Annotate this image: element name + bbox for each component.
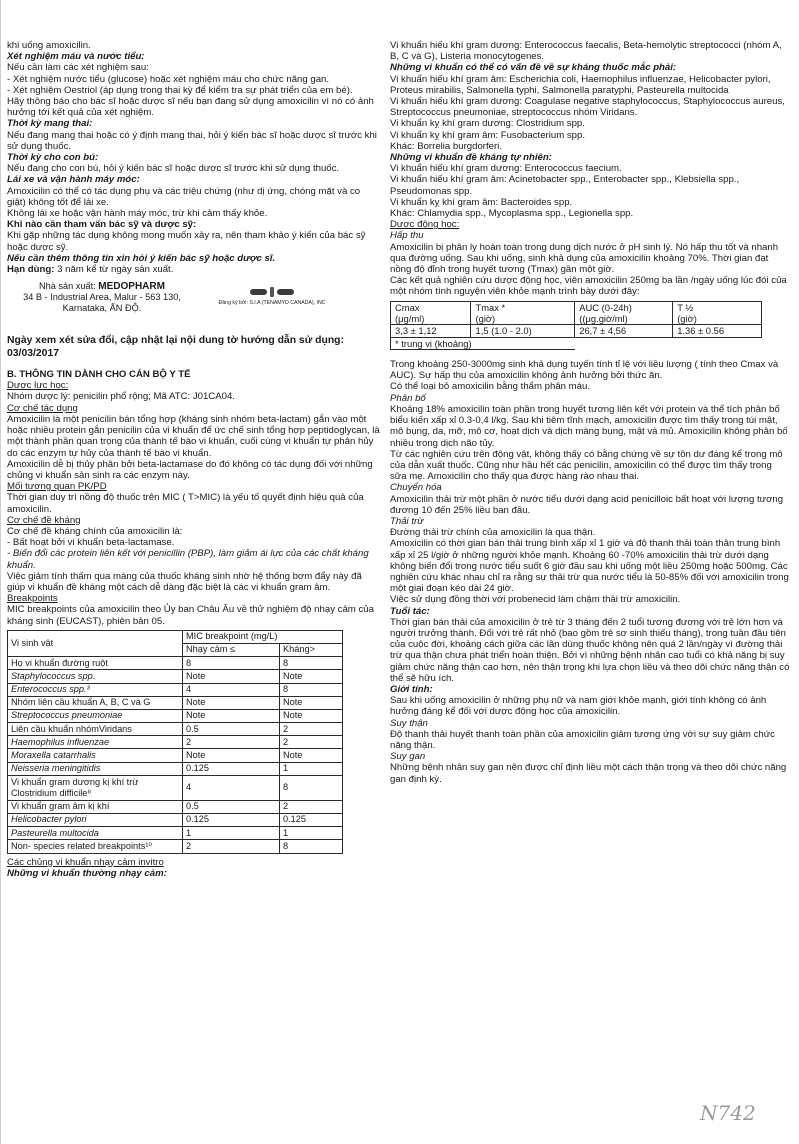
pk-note-row bbox=[391, 337, 762, 350]
right2-block-12 bbox=[390, 617, 790, 684]
right2-block-7 bbox=[390, 516, 790, 527]
right-block-3 bbox=[390, 96, 790, 107]
right-block-8 bbox=[390, 152, 790, 163]
left-block-5 bbox=[7, 96, 381, 118]
left3-block-0 bbox=[7, 857, 381, 868]
left-text-5: Hãy thông báo cho bác sĩ hoặc dược sĩ nếu bạn đang sử dụng amoxicilin vì nó có ảnh hưởng tới kết quả của xét nghiệm. bbox=[7, 96, 374, 119]
right-block-2 bbox=[390, 74, 790, 96]
right-block-1 bbox=[390, 62, 790, 73]
left-text-16: Hạn dùng: bbox=[7, 264, 55, 276]
left-block-16 bbox=[7, 264, 381, 275]
table-row bbox=[8, 723, 343, 736]
mic-header-susceptible: Nhạy cảm ≤ bbox=[183, 643, 280, 656]
right-text-10: Vi khuẩn hiếu khí gram âm: Acinetobacter spp., Enterobacter spp., Klebsiella spp., Pseudomonas spp. bbox=[390, 174, 740, 197]
mic-cell-s: 0.125 bbox=[183, 814, 280, 827]
pk-header-thalf bbox=[673, 301, 762, 324]
left-block-0 bbox=[7, 40, 381, 51]
mic-header-breakpoint: MIC breakpoint (mg/L) bbox=[183, 630, 343, 643]
left2-text-12: Việc giảm tính thấm qua màng của thuốc kháng sinh nhờ hệ thống bơm đẩy này đã giúp vi khuẩn đề kháng một cách dễ dàng đặc biệt là các vi khuẩn gram âm. bbox=[7, 570, 362, 593]
mic-cell-s: Note bbox=[183, 749, 280, 762]
left2-text-13: Breakpoints bbox=[7, 593, 58, 605]
mic-cell-r: 2 bbox=[280, 800, 343, 813]
table-row bbox=[8, 670, 343, 683]
left-text-2: Nếu cần làm các xét nghiệm sau: bbox=[7, 62, 149, 74]
left2-block-11 bbox=[7, 548, 381, 570]
left-block-13 bbox=[7, 219, 381, 230]
mic-cell-r: 2 bbox=[280, 723, 343, 736]
right2-block-5 bbox=[390, 482, 790, 493]
left-text-1: Xét nghiệm máu và nước tiểu: bbox=[7, 51, 145, 63]
left-block-7 bbox=[7, 130, 381, 152]
right2-text-8: Đường thải trừ chính của amoxicilin là qua thận. bbox=[390, 527, 596, 539]
right2-block-16 bbox=[390, 729, 790, 751]
table-row bbox=[8, 762, 343, 775]
table-row bbox=[8, 814, 343, 827]
section-patient-info bbox=[7, 40, 381, 275]
left-text-0: khi uống amoxicilin. bbox=[7, 40, 91, 51]
registrant-logo-icon bbox=[250, 287, 294, 297]
right-block-14 bbox=[390, 230, 790, 241]
left2-block-12 bbox=[7, 571, 381, 593]
left2-block-1 bbox=[7, 380, 381, 391]
right2-block-8 bbox=[390, 527, 790, 538]
left2-block-9 bbox=[7, 526, 381, 537]
right-text-16: Các kết quả nghiên cứu dược động học, viên amoxicilin 250mg ba lần /ngày uống lúc đói của một nhóm tình nguyện viên khỏe mạnh trình bày dưới đây: bbox=[390, 275, 787, 298]
right-block-5 bbox=[390, 118, 790, 129]
mic-cell-r: 8 bbox=[280, 775, 343, 800]
mic-cell-org: Nhóm liên cầu khuẩn A, B, C và G bbox=[8, 696, 183, 709]
handwritten-signature: N742 bbox=[700, 1101, 756, 1125]
mic-cell-org: Moraxella catarrhalis bbox=[8, 749, 183, 762]
left3-block-1 bbox=[7, 868, 381, 879]
mic-cell-r: 0.125 bbox=[280, 814, 343, 827]
section-microbiology bbox=[390, 40, 790, 298]
right2-text-6: Amoxicilin thải trừ một phần ở nước tiểu dưới dạng acid penicilloic bất hoạt với lượng tương đương 10 đến 25% liều ban đầu. bbox=[390, 493, 784, 516]
mic-cell-s: 2 bbox=[183, 736, 280, 749]
right2-text-5: Chuyển hóa bbox=[390, 482, 442, 494]
manufacturer-info bbox=[7, 281, 197, 314]
mic-header-resistant: Kháng> bbox=[280, 643, 343, 656]
left2-text-5: Amoxicilin dễ bị thủy phân bởi beta-lactamase do đó không có tác dụng đối với những chủng vi khuẩn sản sinh ra các enzym này. bbox=[7, 458, 373, 481]
section-pharmacokinetics bbox=[390, 359, 790, 785]
left-block-4 bbox=[7, 85, 381, 96]
table-row bbox=[8, 657, 343, 670]
right2-text-0: Trong khoảng 250-3000mg sinh khả dụng tuyến tính tỉ lệ với liều lượng ( tính theo Cmax và AUC). Sự hấp thu của amoxicilin không ảnh hưởng bởi thức ăn. bbox=[390, 359, 779, 382]
right-text-9: Vi khuẩn hiếu khí gram dương: Enterococcus faecium. bbox=[390, 163, 622, 175]
right-text-0: Vi khuẩn hiếu khí gram dương: Enterococcus faecalis, Beta-hemolytic streptococci (nhóm A, B, C và G), Listeria monocytogenes. bbox=[390, 40, 782, 63]
right2-block-0 bbox=[390, 359, 790, 381]
right2-text-14: Sau khi uống amoxicilin ở những phụ nữ và nam giới khỏe mạnh, giới tính không có ảnh hưởng đáng kể đối với dược động học của amoxicilin. bbox=[390, 695, 767, 718]
left2-block-6 bbox=[7, 481, 381, 492]
mic-cell-r: Note bbox=[280, 709, 343, 722]
pk-value-auc: 26,7 ± 4,56 bbox=[575, 325, 673, 338]
left-text-8: Thời kỳ cho con bú: bbox=[7, 152, 99, 164]
table-row bbox=[8, 775, 343, 800]
section-professional-info bbox=[7, 369, 381, 627]
right2-block-14 bbox=[390, 695, 790, 717]
left2-text-9: Cơ chế đề kháng chính của amoxicilin là: bbox=[7, 525, 183, 537]
table-row bbox=[8, 696, 343, 709]
left-text-3: - Xét nghiệm nước tiểu (glucose) hoặc xét nghiệm máu cho chức năng gan. bbox=[7, 73, 330, 85]
pk-header-thalf-unit: (giờ) bbox=[677, 312, 697, 324]
pk-value-row bbox=[391, 325, 762, 338]
mic-header-row bbox=[8, 630, 343, 643]
right-block-11 bbox=[390, 197, 790, 208]
right2-text-17: Suy gan bbox=[390, 751, 426, 763]
mic-cell-s: Note bbox=[183, 670, 280, 683]
mic-cell-org: Streptococcus pneumoniae bbox=[8, 709, 183, 722]
left2-block-3 bbox=[7, 403, 381, 414]
right2-block-2 bbox=[390, 393, 790, 404]
left3-text-1: Những vi khuẩn thường nhạy cảm: bbox=[7, 867, 167, 879]
left2-block-8 bbox=[7, 515, 381, 526]
left2-text-0: B. THÔNG TIN DÀNH CHO CÁN BỘ Y TẾ bbox=[7, 369, 191, 381]
left2-block-5 bbox=[7, 459, 381, 481]
mic-cell-org: Non- species related breakpoints¹⁰ bbox=[8, 840, 183, 853]
table-row bbox=[8, 709, 343, 722]
right2-text-11: Tuổi tác: bbox=[390, 605, 430, 617]
pk-table bbox=[390, 301, 762, 350]
left-text-9: Nếu đang cho con bú, hỏi ý kiến bác sĩ hoặc dược sĩ trước khi sử dụng thuốc. bbox=[7, 163, 340, 175]
pk-value-tmax: 1,5 (1.0 - 2.0) bbox=[471, 325, 575, 338]
mic-cell-org: Liên cầu khuẩn nhómViridans bbox=[8, 723, 183, 736]
left2-text-1: Dược lực học: bbox=[7, 380, 69, 392]
mic-cell-s: 0.5 bbox=[183, 800, 280, 813]
left-column bbox=[7, 40, 381, 879]
right-block-9 bbox=[390, 163, 790, 174]
left2-block-10 bbox=[7, 537, 381, 548]
left2-block-13 bbox=[7, 593, 381, 604]
left2-text-10: - Bất hoạt bởi vi khuẩn beta-lactamase. bbox=[7, 537, 175, 549]
right2-text-10: Việc sử dụng đồng thời với probenecid làm chậm thải trừ amoxicilin. bbox=[390, 594, 681, 606]
manufacturer-address-1: 34 B - Industrial Area, Malur - 563 130, bbox=[23, 292, 181, 303]
right2-block-10 bbox=[390, 594, 790, 605]
left-block-15 bbox=[7, 253, 381, 264]
mic-cell-org: Vi khuẩn gram âm kị khí bbox=[8, 800, 183, 813]
right-block-6 bbox=[390, 130, 790, 141]
left-block-6 bbox=[7, 118, 381, 129]
pk-note: * trung vị (khoảng) bbox=[391, 337, 575, 350]
right2-text-15: Suy thận bbox=[390, 717, 428, 729]
right-text-12: Khác: Chlamydia spp., Mycoplasma spp., Legionella spp. bbox=[390, 208, 634, 220]
pk-header-cmax bbox=[391, 301, 471, 324]
mic-cell-r: 2 bbox=[280, 736, 343, 749]
right2-block-3 bbox=[390, 404, 790, 449]
right2-block-13 bbox=[390, 684, 790, 695]
manufacturer-block bbox=[7, 281, 381, 335]
pk-header-cmax-unit: (μg/ml) bbox=[395, 312, 425, 324]
table-row bbox=[8, 840, 343, 853]
mic-cell-s: Note bbox=[183, 709, 280, 722]
mic-cell-r: Note bbox=[280, 749, 343, 762]
right-block-13 bbox=[390, 219, 790, 230]
left2-text-4: Amoxicilin là một penicilin bán tổng hợp (kháng sinh nhóm beta-lactam) gắn vào một hoặc nhiều protein gắn penicilin của vi khuẩn để ức chế sinh tổng hợp peptidoglycan, là một thành phần quan trọng của thành tế bào vi khuẩn, cuối cùng vi khuẩn tự phân hủy do các enzym tự hủy của thành tế bào vi khuẩn. bbox=[7, 413, 380, 459]
mic-cell-s: Note bbox=[183, 696, 280, 709]
mic-cell-org: Staphylococcus spp. bbox=[8, 670, 183, 683]
left-block-11 bbox=[7, 186, 381, 208]
right-text-11: Vi khuẩn kỵ khí gram âm: Bacteroides spp. bbox=[390, 196, 573, 208]
right-text-7: Khác: Borrelia burgdorferi. bbox=[390, 140, 502, 152]
pk-header-thalf-label: T ½ bbox=[677, 301, 694, 313]
mic-cell-r: Note bbox=[280, 696, 343, 709]
left-block-12 bbox=[7, 208, 381, 219]
page-edge bbox=[0, 0, 1, 1144]
left2-text-6: Mối tương quan PK/PD bbox=[7, 481, 107, 493]
mic-cell-s: 2 bbox=[183, 840, 280, 853]
mic-cell-org: Họ vi khuẩn đường ruột bbox=[8, 657, 183, 670]
mic-cell-s: 1 bbox=[183, 827, 280, 840]
right2-text-2: Phân bố bbox=[390, 392, 426, 404]
right2-block-4 bbox=[390, 449, 790, 483]
mic-cell-r: 1 bbox=[280, 762, 343, 775]
right-text-3: Vi khuẩn hiếu khí gram dương: Coagulase negative staphylococcus, Staphylococcus aureus, bbox=[390, 96, 785, 108]
left-block-3 bbox=[7, 74, 381, 85]
left-text-12: Không lái xe hoặc vận hành máy móc, trừ khi cảm thấy khỏe. bbox=[7, 208, 268, 220]
pk-header-tmax-unit: (giờ) bbox=[475, 312, 496, 324]
mic-header-organism: Vi sinh vật bbox=[8, 630, 183, 656]
mic-cell-org: Enterococcus spp.³ bbox=[8, 683, 183, 696]
left2-text-3: Cơ chế tác dụng bbox=[7, 402, 78, 414]
left-rest-16: 3 năm kể từ ngày sản xuất. bbox=[54, 264, 174, 276]
registrant-text: Đăng ký bởi: S.I.A (TENAMYD CANADA), INC bbox=[218, 300, 326, 307]
right2-text-3: Khoảng 18% amoxicilin toàn phần trong huyết tương liên kết với protein và thể tích phân bố biểu kiến xấp xỉ 0.3-0,4 l/kg. Sau khi tiêm tĩnh mạch, amoxicilin được tìm thấy trong túi mật, mô bụng, da, mỡ, mô cơ, hoạt dịch và dịch màng bụng, mật và mủ. Amoxicilin không phân bố nhiều trong dịch não tủy. bbox=[390, 403, 788, 449]
mic-cell-org: Helicobacter pylori bbox=[8, 814, 183, 827]
right-text-13: Dược động học: bbox=[390, 219, 460, 231]
right-text-4: Streptococcus pneumoniae, streptococcus nhóm Viridans. bbox=[390, 107, 638, 119]
right-text-14: Hấp thu bbox=[390, 230, 424, 242]
left-text-11: Amoxicilin có thể có tác dụng phụ và các triệu chứng (như dị ứng, chóng mặt và co giật) không tốt để lái xe. bbox=[7, 185, 361, 208]
right-block-15 bbox=[390, 242, 790, 276]
mic-cell-s: 4 bbox=[183, 683, 280, 696]
left-text-15: Nếu cần thêm thông tin xin hỏi ý kiến bác sỹ hoặc dược sĩ. bbox=[7, 252, 276, 264]
right-text-6: Vi khuẩn kỵ khí gram âm: Fusobacterium spp. bbox=[390, 129, 585, 141]
mic-cell-s: 4 bbox=[183, 775, 280, 800]
mic-cell-org: Haemophilus influenzae bbox=[8, 736, 183, 749]
right-block-7 bbox=[390, 141, 790, 152]
right-text-2: Vi khuẩn hiếu khí gram âm: Escherichia coli, Haemophilus influenzae, Helicobacter pylori, Proteus mirabilis, Salmonella typhi, Salmonella paratyphi, Pasteurella multocida bbox=[390, 73, 771, 96]
section-susceptible-strains bbox=[7, 857, 381, 879]
manufacturer-name: MEDOPHARM bbox=[98, 281, 165, 293]
left2-block-14 bbox=[7, 604, 381, 626]
mic-cell-s: 0.125 bbox=[183, 762, 280, 775]
mic-cell-s: 0.5 bbox=[183, 723, 280, 736]
right2-block-11 bbox=[390, 606, 790, 617]
right2-text-7: Thải trừ bbox=[390, 515, 424, 527]
right2-block-17 bbox=[390, 751, 790, 762]
right-block-4 bbox=[390, 107, 790, 118]
left-text-7: Nếu đang mang thai hoặc có ý định mang thai, hỏi ý kiến bác sĩ hoặc dược sĩ trước khi sử dụng thuốc. bbox=[7, 129, 377, 152]
right2-block-6 bbox=[390, 494, 790, 516]
left2-block-0 bbox=[7, 369, 381, 380]
left2-block-7 bbox=[7, 492, 381, 514]
right2-block-15 bbox=[390, 718, 790, 729]
pk-header-tmax-label: Tmax * bbox=[475, 301, 506, 313]
pk-value-thalf: 1.36 ± 0.56 bbox=[673, 325, 762, 338]
pk-header-auc-label: AUC (0-24h) bbox=[579, 301, 632, 313]
mic-cell-org: Neisseria meningitidis bbox=[8, 762, 183, 775]
table-row bbox=[8, 800, 343, 813]
mic-cell-s: 8 bbox=[183, 657, 280, 670]
left-block-9 bbox=[7, 163, 381, 174]
revision-date: Ngày xem xét sửa đổi, cập nhật lại nội dung tờ hướng dẫn sử dụng: 03/03/2017 bbox=[7, 335, 344, 359]
pk-header-tmax bbox=[471, 301, 575, 324]
table-row bbox=[8, 683, 343, 696]
right-block-0 bbox=[390, 40, 790, 62]
mic-cell-r: 1 bbox=[280, 827, 343, 840]
right-block-12 bbox=[390, 208, 790, 219]
left-block-1 bbox=[7, 51, 381, 62]
mic-cell-r: Note bbox=[280, 670, 343, 683]
left-text-10: Lái xe và vận hành máy móc: bbox=[7, 174, 140, 186]
left-text-13: Khi nào cần tham vấn bác sỹ và dược sỹ: bbox=[7, 219, 197, 231]
right2-block-9 bbox=[390, 538, 790, 594]
mic-cell-r: 8 bbox=[280, 683, 343, 696]
left2-text-11: - Biến đổi các protein liên kết với penicillin (PBP), làm giảm ái lực của các chất kháng khuẩn. bbox=[7, 548, 369, 571]
right-block-10 bbox=[390, 174, 790, 196]
left2-text-2: Nhóm dược lý: penicilin phổ rộng; Mã ATC: J01CA04. bbox=[7, 391, 235, 403]
right-text-15: Amoxicilin bị phân ly hoàn toàn trong dung dịch nước ở pH sinh lý. Nó hấp thu tốt và nhanh qua đường uống. Sau khi uống, sinh khả dụng của amoxicilin khoảng 70%. Thời gian đạt nồng độ đỉnh trong huyết tương (Tmax) gần một giờ. bbox=[390, 241, 779, 276]
right2-block-1 bbox=[390, 381, 790, 392]
left-block-10 bbox=[7, 174, 381, 185]
right2-text-4: Từ các nghiên cứu trên động vật, không thấy có bằng chứng về sự tồn dư đáng kể trong mô của dẫn xuất thuốc. Cũng như hầu hết các penicilin, amoxicilin có thể được tìm thấy trong sữa mẹ. Amoxicilin cho thấy qua được hàng rào nhau thai. bbox=[390, 448, 783, 483]
left2-block-4 bbox=[7, 414, 381, 459]
right2-block-18 bbox=[390, 762, 790, 784]
table-row bbox=[8, 749, 343, 762]
left-block-8 bbox=[7, 152, 381, 163]
pk-header-auc bbox=[575, 301, 673, 324]
right-text-5: Vi khuẩn kỵ khí gram dương: Clostridium spp. bbox=[390, 118, 585, 130]
right-block-16 bbox=[390, 275, 790, 297]
left2-block-2 bbox=[7, 391, 381, 402]
left-block-14 bbox=[7, 230, 381, 252]
pk-header-row bbox=[391, 301, 762, 324]
pk-header-auc-unit: ((μg.giờ/ml) bbox=[579, 312, 628, 324]
left-block-2 bbox=[7, 62, 381, 73]
right2-text-16: Độ thanh thải huyết thanh toàn phần của amoxicilin giảm tương ứng với sự suy giảm chức năng thận. bbox=[390, 728, 775, 751]
right2-text-1: Có thể loại bỏ amoxicilin bằng thẩm phân máu. bbox=[390, 381, 590, 393]
pk-value-cmax: 3,3 ± 1,12 bbox=[391, 325, 471, 338]
right-text-8: Những vi khuẩn đề kháng tự nhiên: bbox=[390, 152, 552, 164]
right-column bbox=[390, 40, 790, 785]
mic-cell-r: 8 bbox=[280, 840, 343, 853]
manufacturer-prefix: Nhà sản xuất: bbox=[39, 281, 99, 292]
table-row bbox=[8, 827, 343, 840]
right2-text-18: Những bệnh nhân suy gan nên được chỉ định liều một cách thận trọng và theo dõi chức năng gan định kỳ. bbox=[390, 762, 787, 785]
pk-header-cmax-label: Cmax bbox=[395, 301, 420, 313]
left2-text-8: Cơ chế đề kháng bbox=[7, 514, 81, 526]
manufacturer-address-2: Karnataka, ẤN ĐỘ. bbox=[62, 303, 142, 314]
right2-text-9: Amoxicilin có thời gian bán thải trung bình xấp xỉ 1 giờ và độ thanh thải toàn thân trung bình xấp xỉ 25 l/giờ ở những người khỏe mạnh. Khoảng 60 -70% amoxicilin thải trừ dưới dạng không biến đổi trong nước tiểu suốt 6 giờ đầu sau khi uống một liều 250mg hoặc 500mg. Các nghiên cứu khác nhau chỉ ra rằng sự thải trừ qua nước tiểu là 50-85% đối với amoxicilin trong một giai đoạn kéo dài 24 giờ. bbox=[390, 538, 789, 595]
mic-cell-org: Pasteurella multocida bbox=[8, 827, 183, 840]
mic-cell-org: Vi khuẩn gram dương kị khí trừ Clostridium difficile⁸ bbox=[8, 775, 183, 800]
left2-text-7: Thời gian duy trì nồng độ thuốc trên MIC ( T>MIC) là yếu tố quyết định hiệu quả của amoxicilin. bbox=[7, 492, 364, 515]
mic-breakpoint-table bbox=[7, 630, 343, 854]
right2-text-12: Thời gian bán thải của amoxicilin ở trẻ từ 3 tháng đến 2 tuổi tương đương với trẻ lớn hơn và người trưởng thành. Đối với trẻ rất nhỏ (bao gồm trẻ sơ sinh thiếu tháng), trong tuần đầu tiên của cuộc đời, khoảng cách giữa các lần dùng thuốc không nên quá 2 lần/ngày vì đường thải trừ qua thận chưa phát triển hoàn thiện. Bởi vì những bệnh nhân cao tuổi có khả năng bị suy giảm chức năng thận cao hơn, nên thận trọng khi lựa chọn liều và theo dõi chức năng thận có thể sẽ hữu ích. bbox=[390, 616, 790, 684]
table-row bbox=[8, 736, 343, 749]
left2-text-14: MIC breakpoints của amoxicilin theo Ủy ban Châu Âu về thử nghiệm độ nhạy cảm của kháng sinh (EUCAST), phiên bản 05. bbox=[7, 604, 374, 627]
left-text-14: Khi gặp những tác dụng không mong muốn xảy ra, nên tham khảo ý kiến của bác sỹ hoặc dược sỹ. bbox=[7, 230, 366, 253]
right2-text-13: Giới tính: bbox=[390, 683, 433, 695]
left-text-4: - Xét nghiệm Oestriol (áp dụng trong thai kỳ để kiểm tra sự phát triển của em bé). bbox=[7, 84, 353, 96]
registrant-block bbox=[197, 281, 347, 307]
mic-cell-r: 8 bbox=[280, 657, 343, 670]
left3-text-0: Các chủng vi khuẩn nhạy cảm invitro bbox=[7, 856, 164, 868]
right-text-1: Những vi khuẩn có thể có vấn đề về sự kháng thuốc mắc phải: bbox=[390, 62, 677, 74]
left-text-6: Thời kỳ mang thai: bbox=[7, 118, 93, 130]
